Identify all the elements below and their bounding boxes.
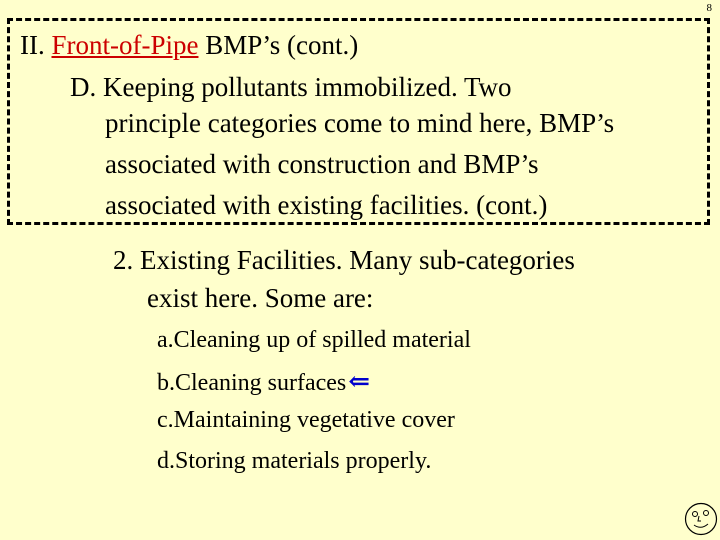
item-d-line1: [70, 72, 512, 103]
subitem-b: [157, 367, 370, 397]
section-title-rest: BMP’s (cont.): [198, 30, 359, 60]
subitem-letter: a.: [157, 327, 174, 353]
section-numeral: II.: [20, 30, 45, 60]
point-line1: [113, 245, 575, 276]
subitem-c: [157, 407, 455, 434]
subitem-d: [157, 448, 431, 475]
subitem-letter: c.: [157, 407, 174, 433]
item-d-line2: principle categories come to mind here, BMP’s: [105, 108, 615, 138]
item-d-line3: associated with construction and BMP’s: [105, 149, 539, 179]
subitem-a: [157, 327, 471, 354]
subitem-letter: d.: [157, 448, 175, 474]
smiley-face-icon: [684, 502, 718, 536]
subitem-text: Cleaning surfaces: [175, 370, 347, 396]
subitem-letter: b.: [157, 370, 175, 396]
subitem-text: Cleaning up of spilled material: [173, 327, 471, 353]
left-arrow-icon: ⇐: [348, 367, 371, 396]
subitem-text: Storing materials properly.: [175, 448, 432, 474]
point-text: Existing Facilities. Many sub-categories: [140, 245, 575, 275]
point-number: 2.: [113, 245, 134, 275]
section-title-highlight: Front-of-Pipe: [51, 30, 199, 60]
subitem-text: Maintaining vegetative cover: [173, 407, 455, 433]
section-heading: [20, 30, 358, 61]
item-text: Keeping pollutants immobilized. Two: [103, 72, 512, 102]
item-d-line4: associated with existing facilities. (cont.): [105, 190, 548, 220]
point-line2: exist here. Some are:: [147, 283, 374, 313]
item-letter: D.: [70, 72, 97, 102]
slide-number: 8: [706, 2, 712, 14]
